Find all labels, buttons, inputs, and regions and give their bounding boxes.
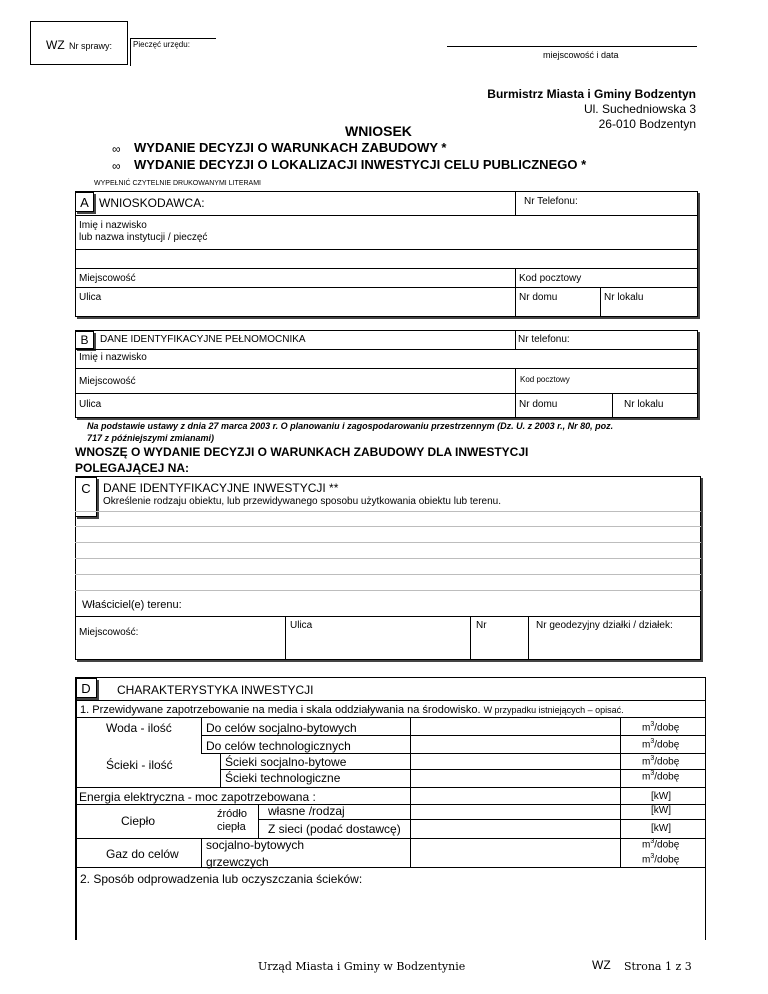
b-street-field[interactable]: Ulica bbox=[79, 399, 102, 410]
d-heat-own-unit[interactable]: [kW] bbox=[651, 805, 671, 816]
c-line-2[interactable] bbox=[75, 526, 701, 527]
d-item-2: 2. Sposób odprowadzenia lub oczyszczania ścieków: bbox=[80, 872, 363, 886]
section-c-letter: C bbox=[75, 477, 97, 517]
a-flat-field[interactable]: Nr lokalu bbox=[604, 292, 644, 303]
d-heat-own: własne /rodzaj bbox=[268, 804, 345, 818]
d-item-1-note: W przypadku istniejących – opisać. bbox=[483, 705, 624, 715]
a-name-label-2[interactable]: lub nazwa instytucji / pieczęć bbox=[79, 232, 208, 243]
a-house-field[interactable]: Nr domu bbox=[519, 292, 558, 303]
request-line-2: POLEGAJĄCEJ NA: bbox=[75, 461, 190, 475]
addressee-city: 26-010 Bodzentyn bbox=[598, 117, 696, 131]
d-gas-social: socjalno-bytowych bbox=[206, 838, 305, 852]
c-nr-field[interactable]: Nr bbox=[476, 620, 487, 631]
d-heat-net: Z sieci (podać dostawcę) bbox=[268, 822, 401, 836]
a-name-label[interactable]: Imię i nazwisko bbox=[79, 220, 147, 231]
b-flat-field[interactable]: Nr lokalu bbox=[624, 399, 664, 410]
section-a-letter: A bbox=[75, 192, 94, 212]
b-name-field[interactable]: Imię i nazwisko bbox=[79, 352, 147, 363]
d-gas-social-unit[interactable]: $m^3$/dobę bbox=[642, 838, 680, 851]
footer-page: Strona 1 z 3 bbox=[624, 960, 692, 973]
legal-basis-cont: 717 z późniejszymi zmianami) bbox=[87, 433, 215, 443]
d-water-tech: Do celów technologicznych bbox=[206, 739, 351, 753]
stamp-label: Pieczęć urzędu: bbox=[133, 40, 190, 49]
a-city-field[interactable]: Miejscowość bbox=[79, 273, 136, 284]
option-public-investment: WYDANIE DECYZJI O LOKALIZACJI INWESTYCJI CELU PUBLICZNEGO * bbox=[134, 157, 587, 172]
d-power-label: Energia elektryczna - moc zapotrzebowana : bbox=[79, 790, 316, 804]
place-date-label: miejscowość i data bbox=[543, 50, 619, 60]
footer-office: Urząd Miasta i Gminy w Bodzentynie bbox=[258, 960, 466, 973]
d-water-social: Do celów socjalno-bytowych bbox=[206, 721, 357, 735]
footer-wz: WZ bbox=[592, 958, 611, 972]
c-city-field[interactable]: Miejscowość: bbox=[79, 627, 139, 638]
addressee-name: Burmistrz Miasta i Gminy Bodzentyn bbox=[487, 87, 696, 101]
b-postal-field[interactable]: Kod pocztowy bbox=[520, 375, 570, 384]
d-sewage-tech-unit[interactable]: $m^3$/dobę bbox=[642, 770, 680, 783]
d-sewage-social: Ścieki socjalno-bytowe bbox=[225, 755, 347, 769]
option-bullet-1: ∞ bbox=[112, 142, 121, 156]
a-street-field[interactable]: Ulica bbox=[79, 292, 102, 303]
a-postal-field[interactable]: Kod pocztowy bbox=[519, 273, 582, 284]
c-street-field[interactable]: Ulica bbox=[290, 620, 313, 631]
c-line-3[interactable] bbox=[75, 542, 701, 543]
section-a-heading: WNIOSKODAWCA: bbox=[99, 196, 205, 210]
d-water-social-unit[interactable]: $m^3$/dobę bbox=[642, 721, 680, 734]
request-line-1: WNOSZĘ O WYDANIE DECYZJI O WARUNKACH ZABUDOWY DLA INWESTYCJI bbox=[75, 445, 529, 459]
section-c-heading: DANE IDENTYFIKACYJNE INWESTYCJI ** bbox=[103, 481, 339, 495]
wz-label: WZ bbox=[46, 38, 65, 52]
d-heat-label: Ciepło bbox=[121, 814, 156, 828]
section-b-letter: B bbox=[75, 331, 94, 349]
section-b-heading: DANE IDENTYFIKACYJNE PEŁNOMOCNIKA bbox=[100, 334, 306, 345]
c-line-1[interactable] bbox=[75, 511, 701, 512]
d-gas-label: Gaz do celów bbox=[106, 847, 179, 861]
d-gas-heat-unit[interactable]: $m^3$/dobę bbox=[642, 853, 680, 866]
d-water-label: Woda - ilość bbox=[106, 721, 172, 735]
option-bullet-2: ∞ bbox=[112, 159, 121, 173]
option-zoning-decision: WYDANIE DECYZJI O WARUNKACH ZABUDOWY * bbox=[134, 140, 447, 155]
d-heat-net-unit[interactable]: [kW] bbox=[651, 823, 671, 834]
d-item-1 bbox=[80, 704, 624, 716]
case-number-label: Nr sprawy: bbox=[69, 41, 113, 51]
d-heat-source-1: źródło bbox=[217, 808, 247, 820]
d-power-unit[interactable]: [kW] bbox=[651, 791, 671, 802]
b-house-field[interactable]: Nr domu bbox=[519, 399, 558, 410]
section-d-heading: CHARAKTERYSTYKA INWESTYCJI bbox=[117, 683, 314, 697]
d-item-2-area[interactable] bbox=[80, 888, 700, 936]
c-line-4[interactable] bbox=[75, 558, 701, 559]
fill-instruction: WYPEŁNIĆ CZYTELNIE DRUKOWANYMI LITERAMI bbox=[94, 180, 261, 187]
b-city-field[interactable]: Miejscowość bbox=[79, 376, 136, 387]
c-line-6[interactable] bbox=[75, 590, 701, 591]
d-heat-source-2: ciepła bbox=[217, 821, 246, 833]
d-sewage-social-unit[interactable]: $m^3$/dobę bbox=[642, 755, 680, 768]
c-owner-field[interactable]: Właściciel(e) terenu: bbox=[82, 599, 182, 611]
document-title: WNIOSEK bbox=[345, 123, 412, 139]
c-line-5[interactable] bbox=[75, 574, 701, 575]
section-c-description: Określenie rodzaju obiektu, lub przewidywanego sposobu użytkowania obiektu lub terenu. bbox=[103, 496, 502, 507]
c-plot-field[interactable]: Nr geodezyjny działki / działek: bbox=[536, 620, 673, 631]
d-gas-heat: grzewczych bbox=[206, 855, 269, 869]
d-sewage-tech: Ścieki technologiczne bbox=[225, 771, 341, 785]
legal-basis: Na podstawie ustawy z dnia 27 marca 2003 r. O planowaniu i zagospodarowaniu przestrzennym (Dz. U. z 2003 r., Nr 80, poz. bbox=[87, 421, 614, 431]
addressee-street: Ul. Suchedniowska 3 bbox=[583, 102, 696, 116]
b-phone-label[interactable]: Nr telefonu: bbox=[518, 334, 570, 345]
section-d-letter: D bbox=[75, 678, 97, 698]
d-sewage-label: Ścieki - ilość bbox=[106, 758, 173, 772]
d-item-1-text: 1. Przewidywane zapotrzebowanie na media i skala oddziaływania na środowisko. bbox=[80, 704, 481, 716]
d-water-tech-unit[interactable]: $m^3$/dobę bbox=[642, 738, 680, 751]
a-phone-label[interactable]: Nr Telefonu: bbox=[524, 196, 578, 207]
place-date-line bbox=[447, 46, 697, 47]
a-phone-divider bbox=[515, 191, 516, 215]
